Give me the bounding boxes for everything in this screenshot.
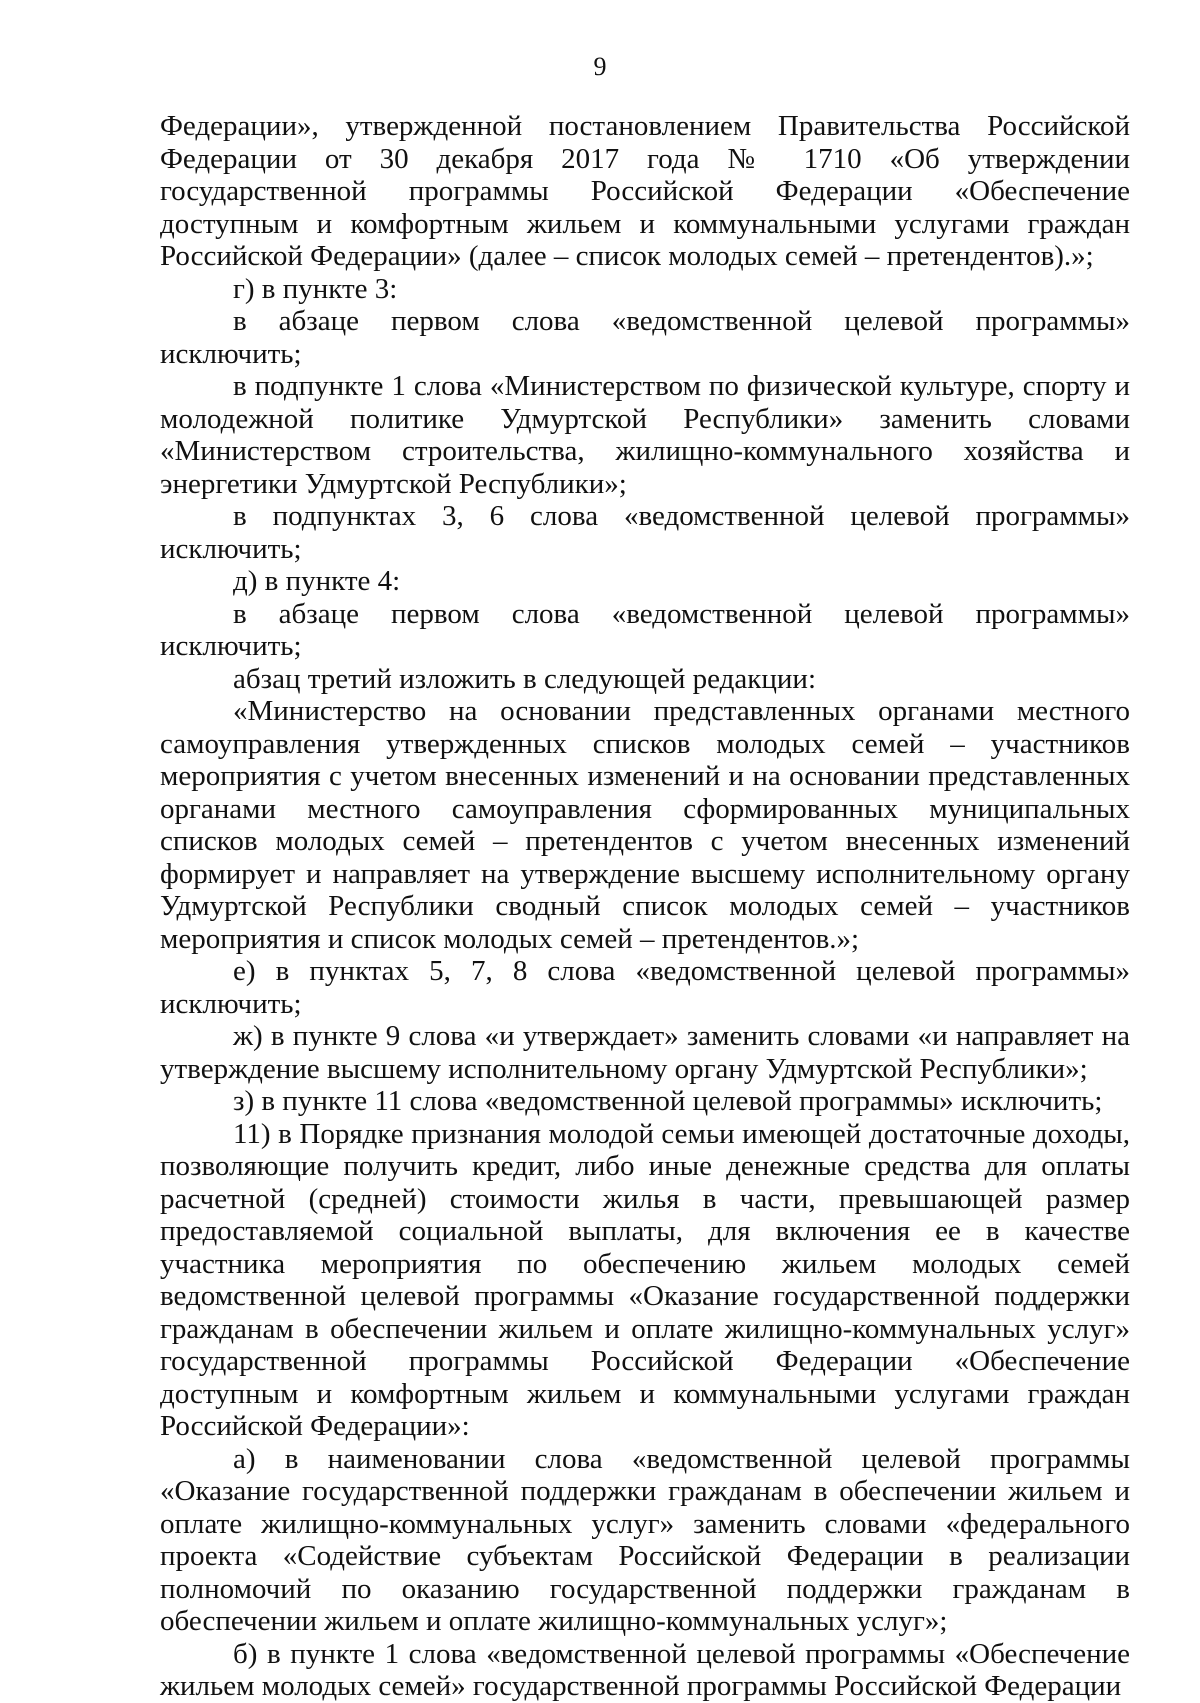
paragraph: «Министерство на основании представленных органами местного самоуправления утвержденных списков молодых семей – участников мероприятия с учетом внесенных изменений и на основании представленных органами местного самоуправления сформированных муниципальных списков молодых семей – претендентов с учетом внесенных изменений формирует и направляет на утверждение высшему исполнительному органу Удмуртской Республики сводный список молодых семей – участников мероприятия и список молодых семей – претендентов.»; bbox=[160, 695, 1130, 955]
paragraph: ж) в пункте 9 слова «и утверждает» заменить словами «и направляет на утверждение высшему исполнительному органу Удмуртской Республики»; bbox=[160, 1020, 1130, 1085]
paragraph: в абзаце первом слова «ведомственной целевой программы» исключить; bbox=[160, 305, 1130, 370]
paragraph: г) в пункте 3: bbox=[233, 272, 398, 305]
paragraph: в подпунктах 3, 6 слова «ведомственной целевой программы» исключить; bbox=[160, 500, 1130, 565]
paragraph: 11) в Порядке признания молодой семьи имеющей достаточные доходы, позволяющие получить кредит, либо иные денежные средства для оплаты расчетной (средней) стоимости жилья в части, превышающей размер предоставляемой социальной выплаты, для включения ее в качестве участника мероприятия по обеспечению жильем молодых семей ведомственной целевой программы «Оказание государственной поддержки гражданам в обеспечении жильем и оплате жилищно-коммунальных услуг» государственной программы Российской Федерации «Обеспечение доступным и комфортным жильем и коммунальными услугами граждан Российской Федерации»: bbox=[160, 1117, 1130, 1442]
document-body bbox=[160, 110, 1130, 1703]
paragraph: в абзаце первом слова «ведомственной целевой программы» исключить; bbox=[160, 597, 1130, 662]
page-number: 9 bbox=[593, 52, 607, 81]
paragraph: б) в пункте 1 слова «ведомственной целевой программы «Обеспечение жильем молодых семей» государственной программы Российской Федерации bbox=[160, 1637, 1130, 1702]
paragraph: з) в пункте 11 слова «ведомственной целевой программы» исключить; bbox=[233, 1085, 1103, 1117]
paragraph: абзац третий изложить в следующей редакции: bbox=[233, 662, 817, 695]
paragraph: д) в пункте 4: bbox=[233, 565, 401, 597]
paragraph: е) в пунктах 5, 7, 8 слова «ведомственной целевой программы» исключить; bbox=[160, 955, 1130, 1020]
paragraph: в подпункте 1 слова «Министерством по физической культуре, спорту и молодежной политике Удмуртской Республики» заменить словами «Министерством строительства, жилищно-коммунального хозяйства и энергетики Удмуртской Республики»; bbox=[160, 370, 1130, 500]
paragraph: Федерации», утвержденной постановлением Правительства Российской Федерации от 30 декабря 2017 года № 1710 «Об утверждении государственной программы Российской Федерации «Обеспечение доступным и комфортным жильем и коммунальными услугами граждан Российской Федерации» (далее – список молодых семей – претендентов).»; bbox=[160, 110, 1130, 272]
paragraph: а) в наименовании слова «ведомственной целевой программы «Оказание государственной поддержки гражданам в обеспечении жильем и оплате жилищно-коммунальных услуг» заменить словами «федерального проекта «Содействие субъектам Российской Федерации в реализации полномочий по оказанию государственной поддержки гражданам в обеспечении жильем и оплате жилищно-коммунальных услуг»; bbox=[160, 1442, 1130, 1637]
